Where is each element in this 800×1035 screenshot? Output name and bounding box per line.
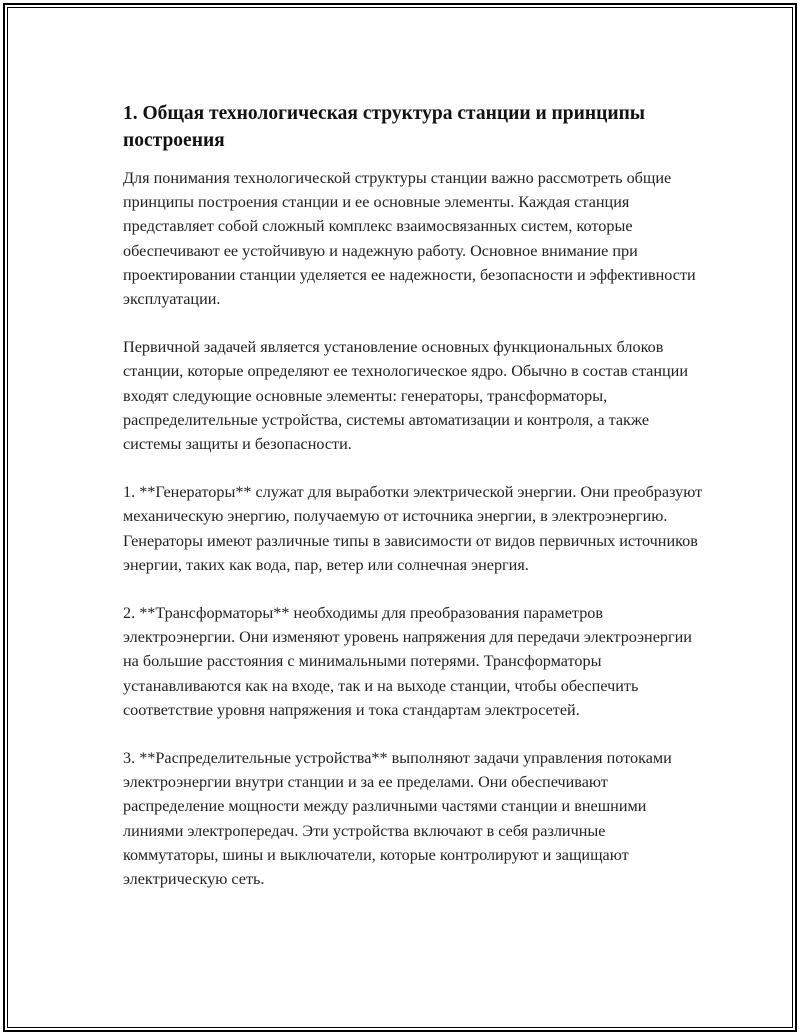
- paragraph-switchgear: 3. **Распределительные устройства** выполняют задачи управления потоками электроэнергии внутри станции и за ее пределами. Они обеспечивают распределение мощности между различными частями станции и внешними линиями электропередач. Эти устройства включают в себя различные коммутаторы, шины и выключатели, которые контролируют и защищают электрическую сеть.: [123, 749, 672, 889]
- page-border: [3, 3, 797, 1032]
- paragraph-transformers: 2. **Трансформаторы** необходимы для преобразования параметров электроэнергии. Они изменяют уровень напряжения для передачи электроэнергии на большие расстояния с минимальными потерями. Трансформаторы устанавливаются как на входе, так и на выходе станции, чтобы обеспечить соответствие уровня напряжения и тока стандартам электросетей.: [123, 604, 692, 719]
- paragraph-intro: Для понимания технологической структуры станции важно рассмотреть общие принципы построения станции и ее основные элементы. Каждая станция представляет собой сложный комплекс взаимосвязанных систем, которые обеспечивают ее устойчивую и надежную работу. Основное внимание при проектировании станции уделяется ее надежности, безопасности и эффективности эксплуатации.: [123, 169, 696, 309]
- paragraph-generators: 1. **Генераторы** служат для выработки электрической энергии. Они преобразуют механическую энергию, получаемую от источника энергии, в электроэнергию. Генераторы имеют различные типы в зависимости от видов первичных источников энергии, таких как вода, пар, ветер или солнечная энергия.: [123, 483, 703, 574]
- paragraph-primary-task: Первичной задачей является установление основных функциональных блоков станции, которые определяют ее технологическое ядро. Обычно в состав станции входят следующие основные элементы: генераторы, трансформаторы, распределительные устройства, системы автоматизации и контроля, а также системы защиты и безопасности.: [123, 338, 688, 454]
- document-body: [123, 100, 703, 915]
- section-heading: 1. Общая технологическая структура станции и принципы построения: [123, 103, 646, 151]
